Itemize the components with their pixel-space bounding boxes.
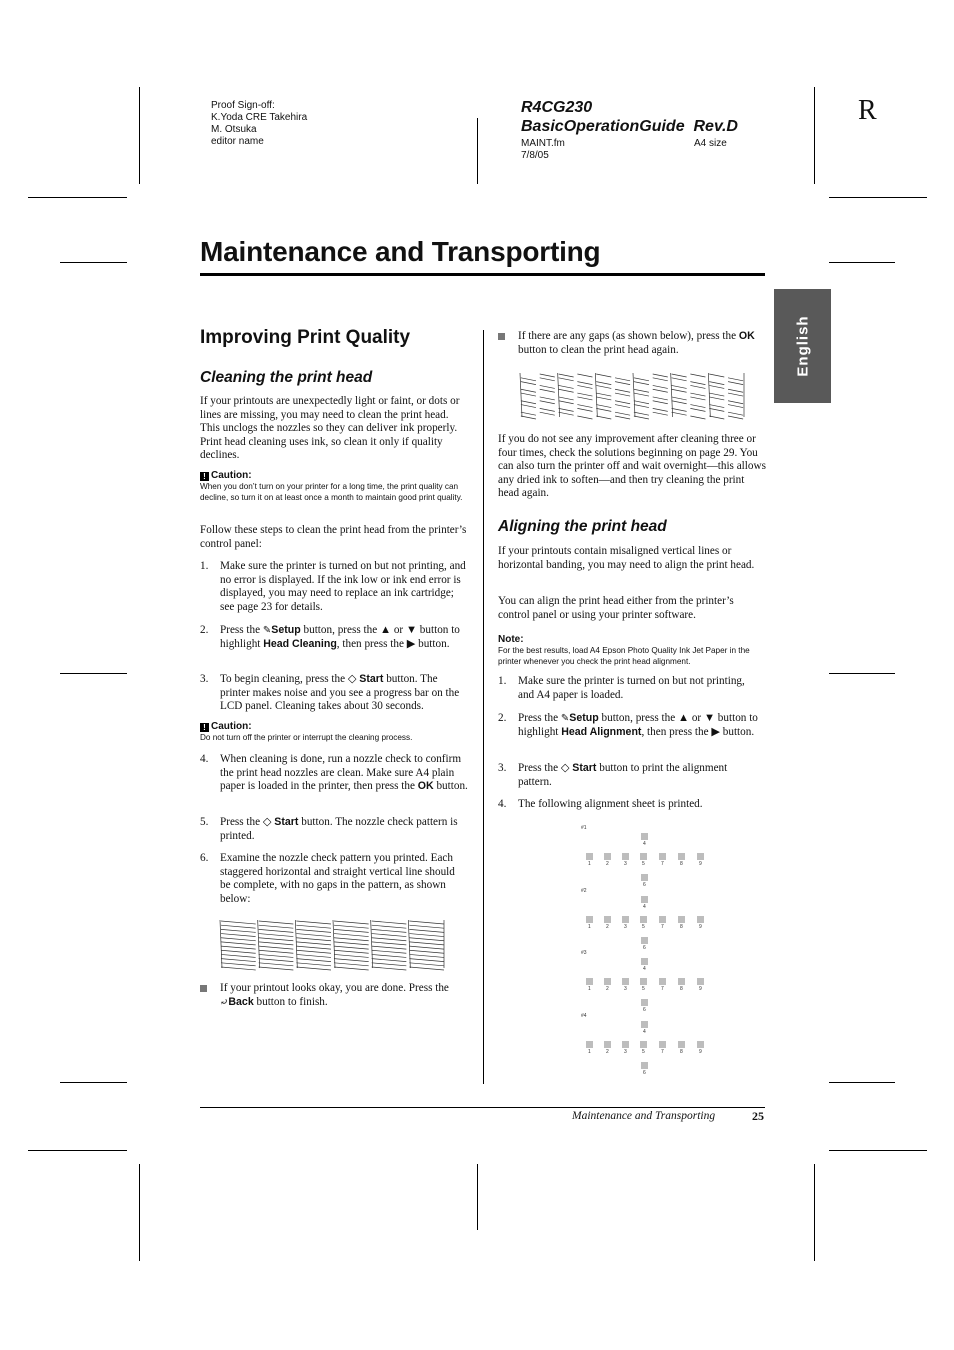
alignment-number: 7 — [661, 1048, 664, 1055]
alignment-number: 5 — [642, 986, 645, 992]
doc-file: MAINT.fm — [521, 138, 565, 149]
alignment-number: 1 — [588, 861, 591, 867]
alignment-patch — [641, 999, 648, 1006]
crop-mark — [829, 673, 895, 674]
step-text: Make sure the printer is turned on but not printing, and A4 paper is loaded. — [518, 675, 745, 701]
alignment-patch — [641, 874, 648, 881]
alignment-number: 8 — [680, 923, 683, 930]
alignment-patch — [622, 978, 629, 985]
setup-icon: ✎ — [262, 625, 272, 636]
step-number: 2. — [200, 624, 209, 636]
alignment-number: 3 — [624, 986, 627, 992]
alignment-patch — [697, 916, 704, 923]
crop-mark — [829, 262, 895, 263]
step-number: 1. — [200, 560, 209, 572]
crop-mark — [829, 197, 927, 198]
nozzle-pattern-good — [219, 918, 447, 972]
step-text: Press the ✎Setup button, press the ▲ or ▼ button to highlight Head Cleaning, then press the ▶ button. — [220, 624, 460, 650]
alignment-number: 9 — [699, 1048, 702, 1055]
align-paragraph: If your printouts contain misaligned vertical lines or horizontal banding, you may need to align the print head. — [498, 545, 755, 571]
crop-mark — [814, 1164, 815, 1261]
alignment-patch — [604, 1041, 611, 1048]
crop-mark — [829, 1150, 927, 1151]
page-number: 25 — [752, 1109, 764, 1123]
alignment-number: 6 — [643, 944, 646, 951]
crop-mark — [28, 197, 127, 198]
language-tab — [774, 289, 831, 403]
caution-block — [200, 470, 468, 503]
step-text: To begin cleaning, press the ◇ Start button. The printer makes noise and you see a progress bar on the LCD panel. Cleaning takes about 30 seconds. — [220, 673, 460, 713]
step-number: 3. — [498, 762, 507, 774]
caution-icon: ! — [200, 472, 209, 481]
alignment-number: 8 — [680, 1048, 683, 1055]
nozzle-pattern-gaps — [519, 371, 747, 421]
alignment-patch — [640, 853, 647, 860]
alignment-patch — [659, 916, 666, 923]
step-text: Press the ◇ Start button to print the alignment pattern. — [518, 762, 728, 788]
language-tab-label: English — [794, 315, 811, 377]
caution-icon: ! — [200, 723, 209, 732]
align-paragraph: You can align the print head either from the printer’s control panel or using your printer software. — [498, 595, 734, 621]
alignment-patch — [641, 833, 648, 840]
alignment-number: 3 — [624, 923, 627, 930]
alignment-patch — [604, 916, 611, 923]
alignment-patch — [586, 978, 593, 985]
alignment-number: 1 — [588, 923, 591, 930]
alignment-number: 8 — [680, 861, 683, 867]
bullet-icon — [498, 333, 505, 340]
footer-section: Maintenance and Transporting — [572, 1110, 716, 1122]
alignment-number: 4 — [643, 966, 646, 972]
alignment-patch — [641, 937, 648, 944]
alignment-patch — [604, 853, 611, 860]
step-number: 3. — [200, 673, 209, 685]
alignment-patch — [678, 1041, 685, 1048]
alignment-number: 7 — [661, 923, 664, 930]
alignment-patch — [586, 853, 593, 860]
alignment-number: 1 — [588, 1048, 591, 1055]
step-text: Press the ✎Setup button, press the ▲ or ▼ button to highlight Head Alignment, then press the ▶ button. — [518, 712, 758, 738]
note-text: For the best results, load A4 Epson Photo Quality Ink Jet Paper in the printer whenever you check the print head alignment. — [498, 646, 750, 666]
crop-mark — [477, 118, 478, 184]
alignment-patch — [641, 896, 648, 903]
step-number: 1. — [498, 675, 507, 687]
bullet-text: If your printout looks okay, you are done. Press the ⤾Back button to finish. — [220, 982, 449, 1008]
alignment-number: 8 — [680, 986, 683, 992]
doc-size: A4 size — [694, 138, 727, 149]
crop-mark — [477, 1164, 478, 1230]
alignment-number: 4 — [643, 903, 646, 910]
proof-signoff — [211, 100, 307, 148]
alignment-number: 5 — [642, 1048, 645, 1055]
title-rule — [200, 273, 765, 276]
subsection-title: Cleaning the print head — [200, 369, 373, 386]
proof-line: Proof Sign-off: — [211, 100, 275, 111]
alignment-group-label: #4 — [581, 1012, 587, 1019]
alignment-number: 7 — [661, 861, 664, 867]
crop-mark — [60, 673, 127, 674]
note-block — [498, 634, 766, 667]
corner-letter: R — [858, 95, 877, 126]
back-icon: ⤾ — [220, 996, 229, 1008]
crop-mark — [60, 1082, 127, 1083]
alignment-number: 3 — [624, 1048, 627, 1055]
column-separator — [483, 330, 484, 1084]
alignment-patch — [678, 853, 685, 860]
alignment-patch — [622, 1041, 629, 1048]
bullet-text: If there are any gaps (as shown below), press the OK button to clean the print head again. — [518, 330, 755, 356]
alignment-number: 2 — [606, 986, 609, 992]
caution-heading: Caution: — [211, 470, 252, 481]
alignment-number: 9 — [699, 923, 702, 930]
crop-mark — [60, 262, 127, 263]
crop-mark — [829, 1082, 895, 1083]
alignment-number: 2 — [606, 1048, 609, 1055]
note-heading: Note: — [498, 634, 524, 645]
doc-code: R4CG230 — [521, 99, 593, 116]
alignment-number: 6 — [643, 1069, 646, 1076]
improvement-paragraph: If you do not see any improvement after cleaning three or four times, check the solutions beginning on page 29. You can also turn the printer off and wait overnight—this allows any dried ink to soften—and then try cleaning the print head again. — [498, 433, 766, 500]
proof-line: K.Yoda CRE Takehira — [211, 112, 308, 123]
alignment-group-label: #2 — [581, 887, 587, 894]
follow-paragraph: Follow these steps to clean the print head from the printer’s control panel: — [200, 524, 467, 550]
intro-paragraph: If your printouts are unexpectedly light or faint, or dots or lines are missing, you may need to clean the print head. This unclogs the nozzles so they can deliver ink properly. Print head cleaning uses ink, so clean it only if quality declines. — [200, 395, 460, 462]
alignment-patch — [604, 978, 611, 985]
alignment-patch — [641, 1062, 648, 1069]
step-number: 5. — [200, 816, 209, 828]
caution-heading: Caution: — [211, 721, 252, 732]
step-text: Press the ◇ Start button. The nozzle check pattern is printed. — [220, 816, 458, 842]
alignment-patch — [659, 853, 666, 860]
alignment-patch — [697, 1041, 704, 1048]
doc-guide-title: BasicOperationGuide Rev.D — [521, 118, 738, 135]
step-text: Examine the nozzle check pattern you printed. Each staggered horizontal and straight vertical line should be complete, with no gaps in the pattern, as shown below: — [220, 852, 455, 905]
proof-line: editor name — [211, 136, 264, 147]
alignment-patch — [641, 1021, 648, 1028]
proof-line: M. Otsuka — [211, 124, 257, 135]
step-number: 2. — [498, 712, 507, 724]
alignment-number: 6 — [643, 1007, 646, 1013]
alignment-number: 6 — [643, 882, 646, 888]
footer-rule — [200, 1107, 765, 1108]
alignment-patch — [641, 958, 648, 965]
setup-icon: ✎ — [560, 713, 570, 724]
alignment-sheet — [576, 822, 708, 1076]
alignment-patch — [622, 916, 629, 923]
bullet-icon — [200, 985, 207, 992]
alignment-patch — [640, 916, 647, 923]
alignment-patch — [640, 1041, 647, 1048]
alignment-patch — [697, 978, 704, 985]
alignment-group-label: #3 — [581, 950, 587, 956]
subsection-title: Aligning the print head — [498, 518, 667, 535]
alignment-number: 5 — [642, 923, 645, 930]
alignment-patch — [697, 853, 704, 860]
crop-mark — [139, 1164, 140, 1261]
alignment-patch — [622, 853, 629, 860]
alignment-patch — [659, 978, 666, 985]
crop-mark — [28, 1150, 127, 1151]
caution-text: Do not turn off the printer or interrupt the cleaning process. — [200, 733, 413, 742]
caution-text: When you don’t turn on your printer for a long time, the print quality can decline, so turn it on at least once a month to maintain good print quality. — [200, 482, 463, 502]
alignment-number: 9 — [699, 861, 702, 867]
alignment-patch — [659, 1041, 666, 1048]
alignment-group-label: #1 — [581, 825, 587, 831]
alignment-number: 4 — [643, 841, 646, 847]
step-text: Make sure the printer is turned on but not printing, and no error is displayed. If the ink low or ink end error is displayed, you may need to replace an ink cartridge; see page 23 for details. — [220, 560, 466, 613]
step-number: 6. — [200, 852, 209, 864]
alignment-patch — [678, 978, 685, 985]
step-number: 4. — [200, 753, 209, 765]
crop-mark — [814, 87, 815, 184]
alignment-number: 7 — [661, 986, 664, 992]
alignment-number: 5 — [642, 861, 645, 867]
alignment-number: 2 — [606, 861, 609, 867]
page-title: Maintenance and Transporting — [200, 236, 601, 267]
section-title: Improving Print Quality — [200, 327, 411, 348]
alignment-number: 9 — [699, 986, 702, 992]
alignment-number: 4 — [643, 1028, 646, 1035]
alignment-number: 1 — [588, 986, 591, 992]
crop-mark — [139, 87, 140, 184]
alignment-patch — [586, 1041, 593, 1048]
alignment-patch — [586, 916, 593, 923]
alignment-patch — [678, 916, 685, 923]
step-text: When cleaning is done, run a nozzle check to confirm the print head nozzles are clean. Make sure A4 plain paper is loaded in the printer, then press the OK button. — [220, 753, 468, 793]
alignment-patch — [640, 978, 647, 985]
alignment-number: 3 — [624, 861, 627, 867]
step-text: The following alignment sheet is printed. — [518, 798, 703, 810]
alignment-number: 2 — [606, 923, 609, 930]
doc-date: 7/8/05 — [521, 150, 549, 161]
step-number: 4. — [498, 798, 507, 810]
caution-block — [200, 721, 468, 744]
